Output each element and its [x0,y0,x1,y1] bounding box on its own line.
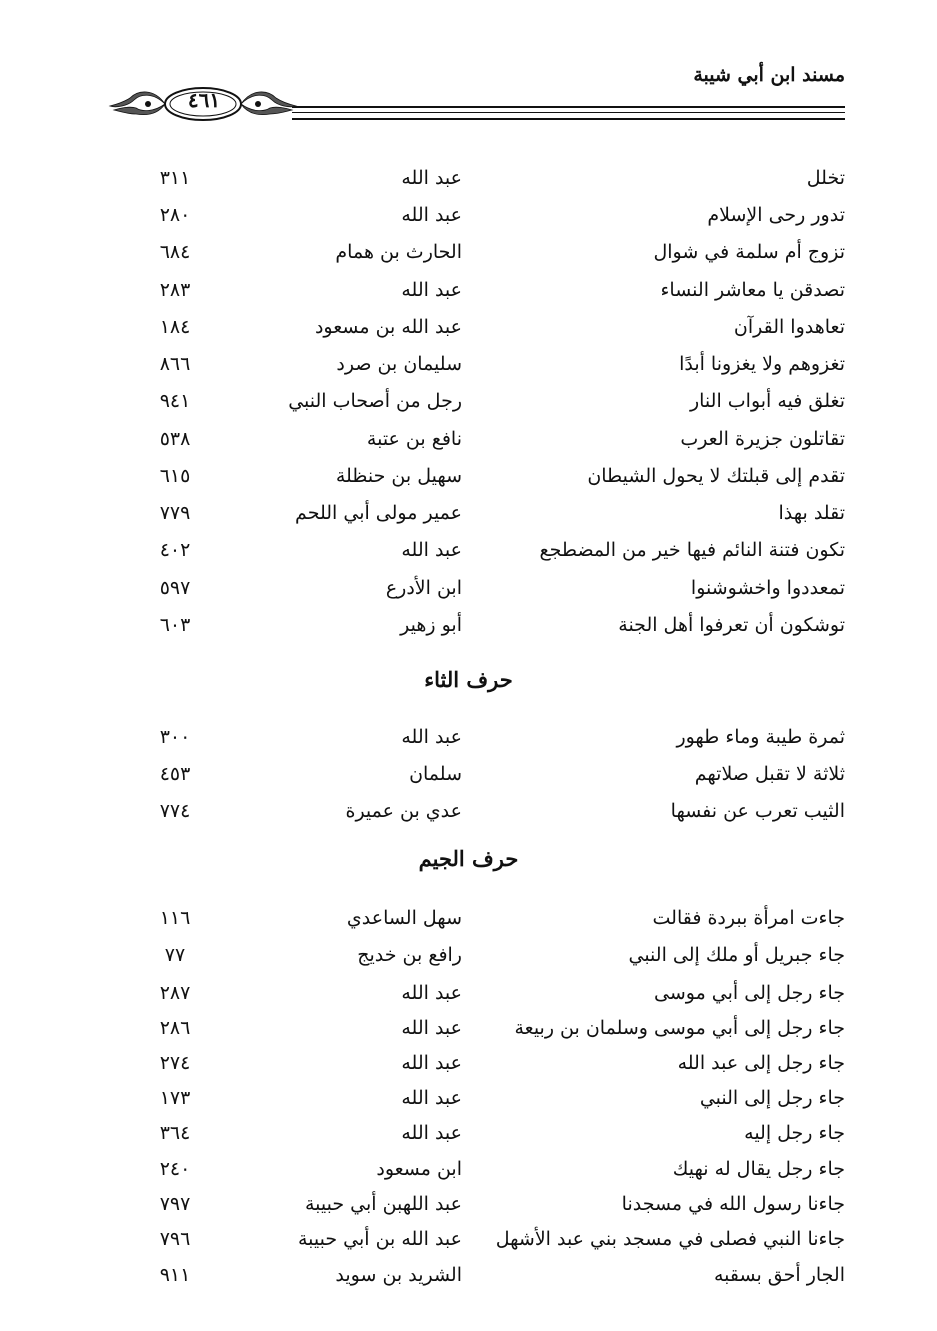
hadith-phrase: جاء رجل إليه [744,1122,845,1144]
page-reference: ٩٤١ [159,390,191,412]
index-row [0,204,937,238]
page-reference: ٧٩٦ [159,1228,191,1250]
page-reference: ٥٣٨ [159,428,191,450]
index-row [0,1264,937,1298]
header-rule [292,118,845,120]
narrator-name: سهل الساعدي [346,907,462,929]
narrator-name: ابن الأدرع [385,577,462,599]
page-reference: ٣٦٤ [159,1122,191,1144]
hadith-phrase: تعاهدوا القرآن [733,316,845,338]
page-header [0,0,937,140]
section-heading: حرف الثاء [424,667,513,692]
narrator-name: عبد الله [401,1122,462,1144]
index-row [0,944,937,978]
hadith-phrase: الجار أحق بسقبه [713,1264,845,1286]
index-row [0,539,937,573]
hadith-phrase: تقدم إلى قبلتك لا يحول الشيطان [587,465,845,487]
narrator-name: عبد الله [401,167,462,189]
section-heading: حرف الجيم [418,846,519,871]
index-row [0,316,937,350]
hadith-phrase: تزوج أم سلمة في شوال [653,241,845,263]
narrator-name: عبد الله بن أبي حبيبة [297,1228,462,1250]
index-row [0,1158,937,1192]
narrator-name: رافع بن خديج [357,944,462,966]
page-reference: ٤٥٣ [159,763,191,785]
index-row [0,1122,937,1156]
page-reference: ١١٦ [159,907,191,929]
page-reference: ٤٠٢ [159,539,191,561]
hadith-phrase: تدور رحى الإسلام [707,204,845,226]
index-row [0,1017,937,1051]
page-reference: ١٨٤ [159,316,191,338]
hadith-phrase: تغلق فيه أبواب النار [689,390,845,412]
page-reference: ٧٧ [164,944,186,966]
narrator-name: عبد الله [401,1087,462,1109]
hadith-phrase: توشكون أن تعرفوا أهل الجنة [618,614,845,636]
hadith-phrase: تغزوهم ولا يغزونا أبدًا [679,353,845,375]
narrator-name: سليمان بن صرد [336,353,462,375]
hadith-phrase: جاءت امرأة ببردة فقالت [652,907,845,929]
hadith-phrase: تقاتلون جزيرة العرب [680,428,845,450]
hadith-phrase: الثيب تعرب عن نفسها [670,800,845,822]
index-row [0,353,937,387]
index-row [0,465,937,499]
index-row [0,763,937,797]
index-row [0,390,937,424]
page-reference: ٩١١ [159,1264,191,1286]
hadith-phrase: جاء رجل يقال له نهيك [672,1158,845,1180]
page-reference: ٧٩٧ [159,1193,191,1215]
index-row [0,800,937,834]
index-row [0,726,937,760]
narrator-name: عبد الله بن مسعود [314,316,462,338]
narrator-name: عبد الله [401,204,462,226]
index-row [0,907,937,941]
header-rule [292,106,845,108]
narrator-name: نافع بن عتبة [366,428,462,450]
index-row [0,1052,937,1086]
hadith-phrase: تقلد بهذا [778,502,845,524]
page-reference: ٣٠٠ [159,726,191,748]
hadith-phrase: جاء رجل إلى النبي [699,1087,845,1109]
page-reference: ٢٨٠ [159,204,191,226]
page-reference: ٢٤٠ [159,1158,191,1180]
hadith-phrase: جاءنا رسول الله في مسجدنا [621,1193,845,1215]
page-reference: ٢٨٦ [159,1017,191,1039]
book-title: مسند ابن أبي شيبة [693,64,845,86]
index-row [0,614,937,648]
narrator-name: رجل من أصحاب النبي [288,390,462,412]
index-row [0,167,937,201]
index-row [0,577,937,611]
page-reference: ٥٩٧ [159,577,191,599]
index-row [0,1228,937,1262]
narrator-name: سهيل بن حنظلة [335,465,462,487]
hadith-phrase: ثمرة طيبة وماء طهور [676,726,845,748]
hadith-phrase: تخلل [806,167,845,189]
page-reference: ٢٨٧ [159,982,191,1004]
page-reference: ٦١٥ [159,465,191,487]
hadith-phrase: جاء جبريل أو ملك إلى النبي [628,944,845,966]
narrator-name: عبد الله [401,726,462,748]
index-row [0,1193,937,1227]
hadith-phrase: ثلاثة لا تقبل صلاتهم [694,763,845,785]
narrator-name: الحارث بن همام [335,241,462,263]
narrator-name: عبد الله [401,279,462,301]
page-reference: ٦٨٤ [159,241,191,263]
index-row [0,428,937,462]
hadith-phrase: جاء رجل إلى أبي موسى وسلمان بن ربيعة [514,1017,845,1039]
page-reference: ٨٦٦ [159,353,191,375]
narrator-name: عبد الله [401,1017,462,1039]
index-row [0,279,937,313]
narrator-name: عمير مولى أبي اللحم [295,502,462,524]
page-number: ٤٦١ [187,88,221,112]
narrator-name: أبو زهير [400,614,462,636]
index-row [0,241,937,275]
narrator-name: عبد الله [401,982,462,1004]
index-row [0,982,937,1016]
page-reference: ٣١١ [159,167,191,189]
page-reference: ٢٨٣ [159,279,191,301]
hadith-phrase: جاء رجل إلى عبد الله [677,1052,845,1074]
page-reference: ٦٠٣ [159,614,191,636]
hadith-phrase: تكون فتنة النائم فيها خير من المضطجع [539,539,845,561]
header-rule [292,112,845,113]
narrator-name: ابن مسعود [376,1158,462,1180]
narrator-name: عبد الله [401,1052,462,1074]
narrator-name: عدي بن عميرة [345,800,462,822]
narrator-name: عبد الله [401,539,462,561]
page-reference: ١٧٣ [159,1087,191,1109]
narrator-name: الشريد بن سويد [335,1264,462,1286]
page-reference: ٧٧٤ [159,800,191,822]
index-row [0,502,937,536]
hadith-phrase: جاء رجل إلى أبي موسى [654,982,845,1004]
hadith-phrase: تصدقن يا معاشر النساء [660,279,845,301]
narrator-name: سلمان [409,763,462,785]
page-reference: ٧٧٩ [159,502,191,524]
hadith-phrase: جاءنا النبي فصلى في مسجد بني عبد الأشهل [495,1228,845,1250]
index-row [0,1087,937,1121]
hadith-phrase: تمعددوا واخشوشنوا [690,577,845,599]
narrator-name: عبد اللهبن أبي حبيبة [304,1193,462,1215]
page-reference: ٢٧٤ [159,1052,191,1074]
